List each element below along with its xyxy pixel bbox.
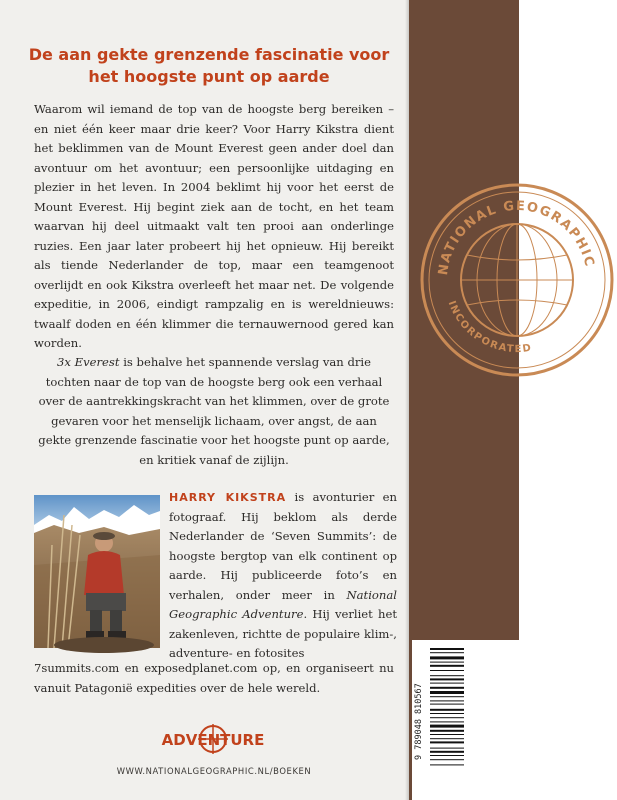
svg-text:NATIONAL GEOGRAPHIC [436,199,597,276]
website-url: WWW.NATIONALGEOGRAPHIC.NL/BOEKEN [116,766,312,776]
book-title: 3x Everest [57,355,120,369]
barcode [430,648,470,796]
summary-text: is behalve het spannende verslag van drie tochten naar de top van de hoogste berg ook een verhaal over de aantrekkingskracht van het klimmen, over de grote gevaren voor het menselijk lichaam, over angst, de aan gekte grenzende fascinatie voor het hoogste punt op aarde, en kritiek vanaf de zijlijn. [38,355,390,467]
author-bio-text-2: . Hij verliet het zakenleven, richtte de populaire klim-, adventure- en fotosites [169,607,397,660]
barcode-digits: 9 789048 810567 [414,683,424,761]
headline-line-1: De aan gekte grenzende fascinatie voor [28,45,390,64]
author-bio-continued: 7summits.com en exposedplanet.com op, en organiseert nu vanuit Patagonië expedities over de hele wereld. [34,661,394,695]
author-photo [34,495,160,648]
seal-top-text: NATIONAL GEOGRAPHIC [435,198,597,277]
magazine-name: National Geographic Adventure [169,587,397,621]
author-bio-text-1: is avonturier en fotograaf. Hij beklom als derde Nederlander de ‘Seven Summits’: de hoogste bergtop van elk continent op aarde. Hij publiceerde foto’s en verhalen, onder meer in [169,490,397,602]
synopsis-paragraph: Waarom wil iemand de top van de hoogste berg bereiken – en niet één keer maar drie keer? Voor Harry Kikstra dient het beklimmen van de Mount Everest geen ander doel dan avontuur om het avontuur; een persoonlijke uitdaging en plezier in het leven. In 2004 beklimt hij voor het eerst de Mount Everest. Hij begint ziek aan de tocht, en het team waarvan hij deel uitmaakt valt ten prooi aan onderlinge ruzies. Een jaar later probeert hij het opnieuw. Hij bereikt als tiende Nederlander de top, maar een teamgenoot overlijdt en ook Kikstra overleeft het maar net. De volgende expeditie, in 2006, eindigt rampzalig en is wereldnieuws: twaalf doden en één klimmer die ternauwernood gered kan worden. [34,102,394,350]
adventure-logo [160,722,266,758]
author-bio [169,488,397,664]
seal-bottom-text: INCORPORATED [445,299,534,356]
national-geographic-seal [417,180,617,380]
author-name: HARRY KIKSTRA [169,491,287,504]
headline [24,44,394,88]
summary-paragraph [34,353,394,470]
svg-text:INCORPORATED [446,299,534,355]
logo-text: ADVENTURE [161,731,265,749]
headline-line-2: het hoogste punt op aarde [88,67,330,86]
